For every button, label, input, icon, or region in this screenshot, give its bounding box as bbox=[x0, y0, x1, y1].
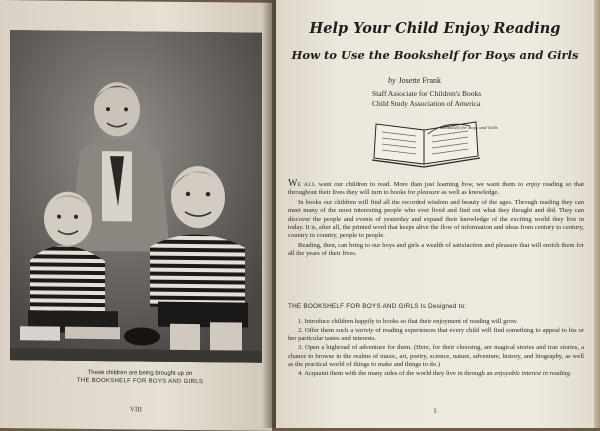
children-photo-illustration bbox=[10, 30, 262, 363]
right-page bbox=[276, 0, 594, 428]
illustration-label: Bookshelf for Boys and Girls bbox=[440, 125, 498, 130]
drop-cap: W bbox=[288, 178, 298, 189]
page-edge bbox=[594, 0, 600, 428]
paragraph-2: In books our children will find all the recorded wisdom and beauty of the ages. Through reading they can meet many of the most interesting people who ever lived and find out what they thought and did. They can discover the people and events of yesterday and expand their knowledge of the exciting world they live in today. It is, after all, the printed word that keeps alive the flow of information and ideas from century to century, country to country, people to people. bbox=[288, 198, 584, 240]
children-photo bbox=[10, 30, 262, 363]
caption-line-2: THE BOOKSHELF FOR BOYS AND GIRLS bbox=[76, 377, 204, 386]
list-item: 1. Introduce children happily to books so that their enjoyment of reading will grow. bbox=[298, 318, 518, 325]
section-heading: THE BOOKSHELF FOR BOYS AND GIRLS Is Designed to: bbox=[288, 303, 467, 310]
left-page-number: VIII bbox=[129, 405, 143, 414]
affiliation-line-2: Child Study Association of America bbox=[372, 99, 481, 108]
photo-caption bbox=[40, 368, 240, 386]
list-item: 2. Offer them such a variety of reading experiences that every child will find something to appeal to his or her particular tastes and interests. bbox=[288, 326, 584, 343]
open-book-illustration bbox=[366, 118, 498, 170]
list-item: 3. Open a highroad of adventure for them. (Here, for their choosing, are magical stories and true stories, a chance to browse in the realms of music, art, poetry, science, nature, adventure, history, and biography, as well as the practical world of things to make and things to do.) bbox=[288, 344, 584, 369]
numbered-list bbox=[288, 318, 584, 379]
paragraph-3: Reading, then, can bring to our boys and girls a wealth of satisfaction and pleasure that will enrich them for all the years of their lives. bbox=[288, 241, 584, 258]
page-title: Help Your Child Enjoy Reading bbox=[309, 20, 561, 37]
right-page-number: 1 bbox=[433, 407, 437, 415]
intro-text bbox=[288, 180, 584, 260]
left-page bbox=[0, 0, 272, 431]
list-item: 4. Acquaint them with the many sides of the world they live in through an enjoyable interest in reading. bbox=[298, 369, 572, 377]
paragraph-1: WE ALL want our children to read. More than just learning how, we want them to enjoy reading so that throughout their lives they will turn to books for pleasure as well as knowledge. bbox=[288, 178, 584, 197]
caption-line-1: These children are being brought up on bbox=[87, 369, 193, 378]
author-byline bbox=[388, 76, 441, 85]
author-name: Josette Frank bbox=[398, 76, 441, 85]
page-subtitle: How to Use the Bookshelf for Boys and Girls bbox=[291, 48, 579, 62]
author-affiliation bbox=[372, 89, 481, 109]
byline-by: by bbox=[388, 76, 396, 85]
affiliation-line-1: Staff Associate for Children's Books bbox=[372, 89, 482, 98]
